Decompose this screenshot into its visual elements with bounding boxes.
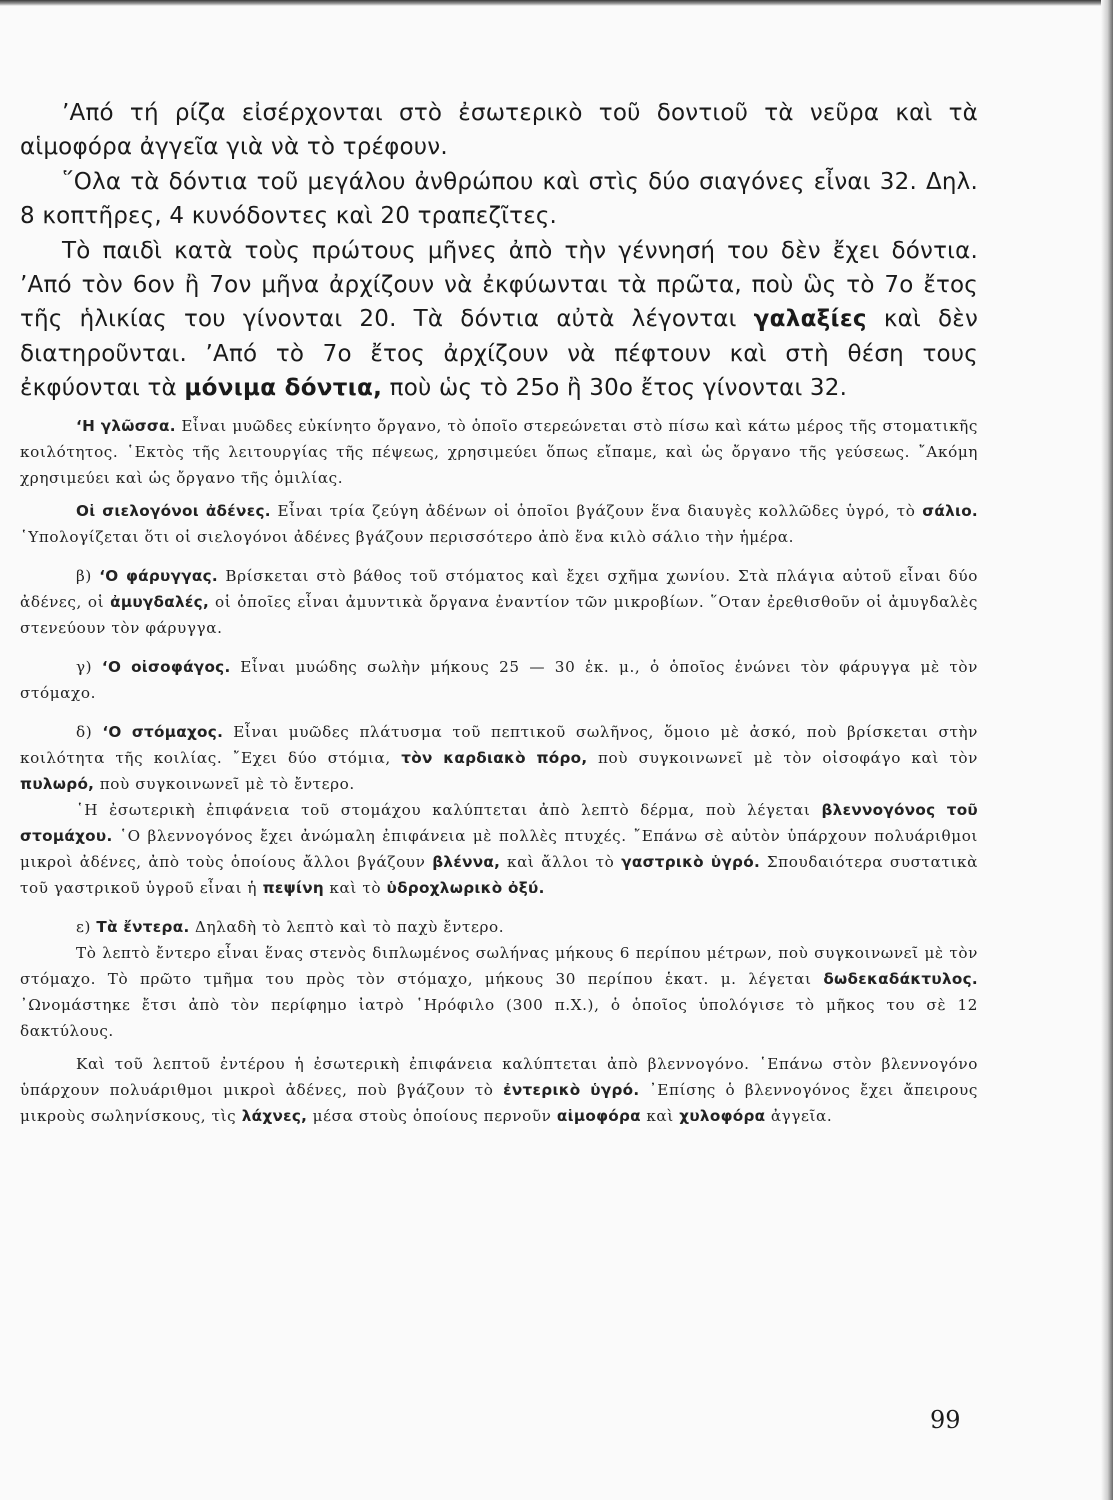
text-run: ῾Ο βλεννογόνος ἔχει ἀνώμαλη ἐπιφάνεια μὲ πολλὲς πτυχές. ῎Επάνω σὲ αὐτὸν ὑπάρχουν πολυάριθμοι μικροὶ ἀδένες, ἀπὸ τοὺς ὁποίους ἄλλοι βγάζουν bbox=[20, 826, 978, 871]
text-run: β) bbox=[76, 566, 100, 585]
text-run: Δηλαδὴ τὸ λεπτὸ καὶ τὸ παχὺ ἔντερο. bbox=[189, 917, 505, 936]
text-run: ῾Υπολογίζεται ὅτι οἱ σιελογόνοι ἀδένες βγάζουν περισσότερο ἀπὸ ἕνα κιλὸ σάλιο τὴν ἡμέρα. bbox=[20, 527, 795, 546]
bold-term: σάλιο. bbox=[922, 501, 978, 520]
page-text bbox=[20, 96, 978, 1129]
small-paragraph bbox=[20, 914, 978, 940]
text-run: Εἶναι μυῶδες εὐκίνητο ὄργανο, τὸ ὁποῖο στερεώνεται στὸ πίσω καὶ κάτω μέρος τῆς στοματικῆς κοιλότητος. ῾Εκτὸς τῆς λειτουργίας τῆς πέψεως, χρησιμεύει ὅπως εἴπαμε, καὶ ὡς ὄργανο τῆς γεύσεως. ῎Ακόμη χρησιμεύει καὶ ὡς ὄργανο τῆς ὁμιλίας. bbox=[20, 416, 978, 487]
text-run: Καὶ τοῦ λεπτοῦ ἐντέρου ἡ ἐσωτερικὴ ἐπιφάνεια καλύπτεται ἀπὸ βλεννογόνο. ῾Επάνω στὸν βλεννογόνο ὑπάρχουν πολυάριθμοι μικροὶ ἀδένες, ποὺ βγάζουν τὸ bbox=[20, 1054, 978, 1099]
bold-term: Τὰ ἔντερα. bbox=[96, 917, 190, 936]
bold-term: δωδεκαδάκτυλος. bbox=[823, 969, 978, 988]
large-paragraph bbox=[20, 234, 978, 406]
text-run: καὶ τὸ bbox=[323, 878, 387, 897]
text-run: ῾Η ἐσωτερικὴ ἐπιφάνεια τοῦ στομάχου καλύπτεται ἀπὸ λεπτὸ δέρμα, ποὺ λέγεται bbox=[76, 800, 822, 819]
text-run: δ) bbox=[76, 722, 103, 741]
text-run: ε) bbox=[76, 917, 97, 936]
text-run: Εἶναι τρία ζεύγη ἀδένων οἱ ὁποῖοι βγάζουν ἕνα διαυγὲς κολλῶδες ὑγρό, τὸ bbox=[270, 501, 923, 520]
small-paragraph bbox=[20, 498, 978, 550]
small-print-section bbox=[20, 413, 978, 1129]
small-paragraph bbox=[20, 1051, 978, 1129]
text-run: καὶ δὲν διατηροῦνται. ’Από τὸ 7ο ἔτος ἀρχίζουν νὰ πέφτουν καὶ στὴ θέση τους ἐκφύονται τὰ bbox=[20, 306, 978, 402]
text-run: οἱ ὁποῖες εἶναι ἀμυντικὰ ὄργανα ἐναντίον τῶν μικροβίων. ῞Οταν ἐρεθισθοῦν οἱ ἀμυγδαλὲς στενεύουν τὸν φάρυγγα. bbox=[20, 592, 979, 637]
text-run: Εἶναι μυώδης σωλὴν μήκους 25 — 30 ἑκ. μ., ὁ ὁποῖος ἑνώνει τὸν φάρυγγα μὲ τὸν στόμαχο. bbox=[20, 657, 978, 702]
text-run: ’Από τή ρίζα εἰσέρχονται στὸ ἐσωτερικὸ τοῦ δοντιοῦ τὰ νεῦρα καὶ τὰ αἱμοφόρα ἀγγεῖα γιὰ νὰ τὸ τρέφουν. bbox=[20, 100, 978, 161]
text-run: ᾿Επίσης ὁ βλεννογόνος ἔχει ἄπειρους μικροὺς σωληνίσκους, τὶς bbox=[20, 1080, 978, 1125]
page-binding-edge bbox=[1101, 0, 1113, 1500]
bold-term: πεψίνη bbox=[262, 878, 324, 897]
text-run: καὶ ἄλλοι τὸ bbox=[500, 852, 622, 871]
text-run: ᾿Ωνομάστηκε ἔτσι ἀπὸ τὸν περίφημο ἰατρὸ ῾Ηρόφιλο (300 π.Χ.), ὁ ὁποῖος ὑπολόγισε τὸ μῆκος του σὲ 12 δακτύλους. bbox=[20, 995, 978, 1040]
bold-term: αἱμοφόρα bbox=[556, 1106, 641, 1125]
text-run: Βρίσκεται στὸ βάθος τοῦ στόματος καὶ ἔχει σχῆμα χωνίου. Στὰ πλάγια αὐτοῦ εἶναι δύο ἀδένες, οἱ bbox=[20, 566, 978, 611]
bold-term: τὸν καρδιακὸ πόρο, bbox=[401, 748, 588, 767]
small-paragraph bbox=[20, 563, 978, 641]
text-run: ῞Ολα τὰ δόντια τοῦ μεγάλου ἀνθρώπου καὶ στὶς δύο σιαγόνες εἶναι 32. Δηλ. 8 κοπτῆρες, 4 κυνόδοντες καὶ 20 τραπεζῖτες. bbox=[20, 168, 978, 230]
small-paragraph bbox=[20, 797, 978, 901]
bold-term: πυλωρό, bbox=[20, 774, 95, 793]
bold-term: ‘Η γλῶσσα. bbox=[76, 416, 176, 435]
bold-term: ἐντερικὸ ὑγρό. bbox=[503, 1080, 640, 1099]
bold-term: Οἱ σιελογόνοι ἀδένες. bbox=[76, 501, 271, 520]
small-paragraph bbox=[20, 654, 978, 706]
bold-term: γαλαξίες bbox=[753, 306, 867, 333]
small-paragraph bbox=[20, 940, 978, 1044]
large-paragraph bbox=[20, 96, 978, 165]
small-paragraph bbox=[20, 719, 978, 797]
text-run: γ) bbox=[76, 657, 102, 676]
large-print-section bbox=[20, 96, 978, 406]
text-run: καὶ bbox=[640, 1106, 680, 1125]
text-run: μέσα στοὺς ὁποίους περνοῦν bbox=[307, 1106, 557, 1125]
text-run: Τὸ λεπτὸ ἔντερο εἶναι ἕνας στενὸς διπλωμένος σωλήνας μήκους 6 περίπου μέτρων, ποὺ συγκοινωνεῖ μὲ τὸν στόμαχο. Τὸ πρῶτο τμῆμα του πρὸς τὸν στόμαχο, μήκους 30 περίπου ἑκατ. μ. λέγεται bbox=[20, 943, 978, 988]
text-run: Σπουδαιότερα συστατικὰ τοῦ γαστρικοῦ ὑγροῦ εἶναι ἡ bbox=[20, 852, 978, 897]
large-paragraph bbox=[20, 165, 978, 234]
bold-term: ‘Ο φάρυγγας. bbox=[99, 566, 219, 585]
text-run: ἀγγεῖα. bbox=[765, 1106, 833, 1125]
bold-term: βλέννα, bbox=[432, 852, 501, 871]
text-run: ποὺ συγκοινωνεῖ μὲ τὸν οἰσοφάγο καὶ τὸν bbox=[587, 748, 979, 767]
bold-term: ‘Ο στόμαχος. bbox=[102, 722, 224, 741]
bold-term: ὑδροχλωρικὸ ὀξύ. bbox=[386, 878, 545, 897]
page-top-edge bbox=[0, 0, 1113, 6]
bold-term: μόνιμα δόντια, bbox=[184, 375, 383, 402]
bold-term: ‘Ο οἰσοφάγος. bbox=[101, 657, 231, 676]
page-number: 99 bbox=[930, 1406, 961, 1434]
bold-term: βλεννογόνος τοῦ στομάχου. bbox=[20, 800, 978, 845]
bold-term: γαστρικὸ ὑγρό. bbox=[621, 852, 761, 871]
small-paragraph bbox=[20, 413, 978, 491]
bold-term: λάχνες, bbox=[241, 1106, 308, 1125]
text-run: ποὺ ὡς τὸ 25ο ἢ 30ο ἔτος γίνονται 32. bbox=[382, 375, 848, 402]
text-run: Εἶναι μυῶδες πλάτυσμα τοῦ πεπτικοῦ σωλῆνος, ὅμοιο μὲ ἀσκό, ποὺ βρίσκεται στὴν κοιλότητα τῆς κοιλίας. ῎Εχει δύο στόμια, bbox=[20, 722, 979, 767]
bold-term: χυλοφόρα bbox=[679, 1106, 766, 1125]
text-run: Τὸ παιδὶ κατὰ τοὺς πρώτους μῆνες ἀπὸ τὴν γέννησή του δὲν ἔχει δόντια. ’Από τὸν 6ον ἢ 7ον μῆνα ἀρχίζουν νὰ ἐκφύωνται τὰ πρῶτα, ποὺ ὣς τὸ 7ο ἔτος τῆς ἡλικίας του γίνονται 20. Τὰ δόντια αὐτὰ λέγονται bbox=[20, 237, 978, 333]
bold-term: ἀμυγδαλές, bbox=[110, 592, 210, 611]
text-run: ποὺ συγκοινωνεῖ μὲ τὸ ἔντερο. bbox=[94, 774, 355, 793]
